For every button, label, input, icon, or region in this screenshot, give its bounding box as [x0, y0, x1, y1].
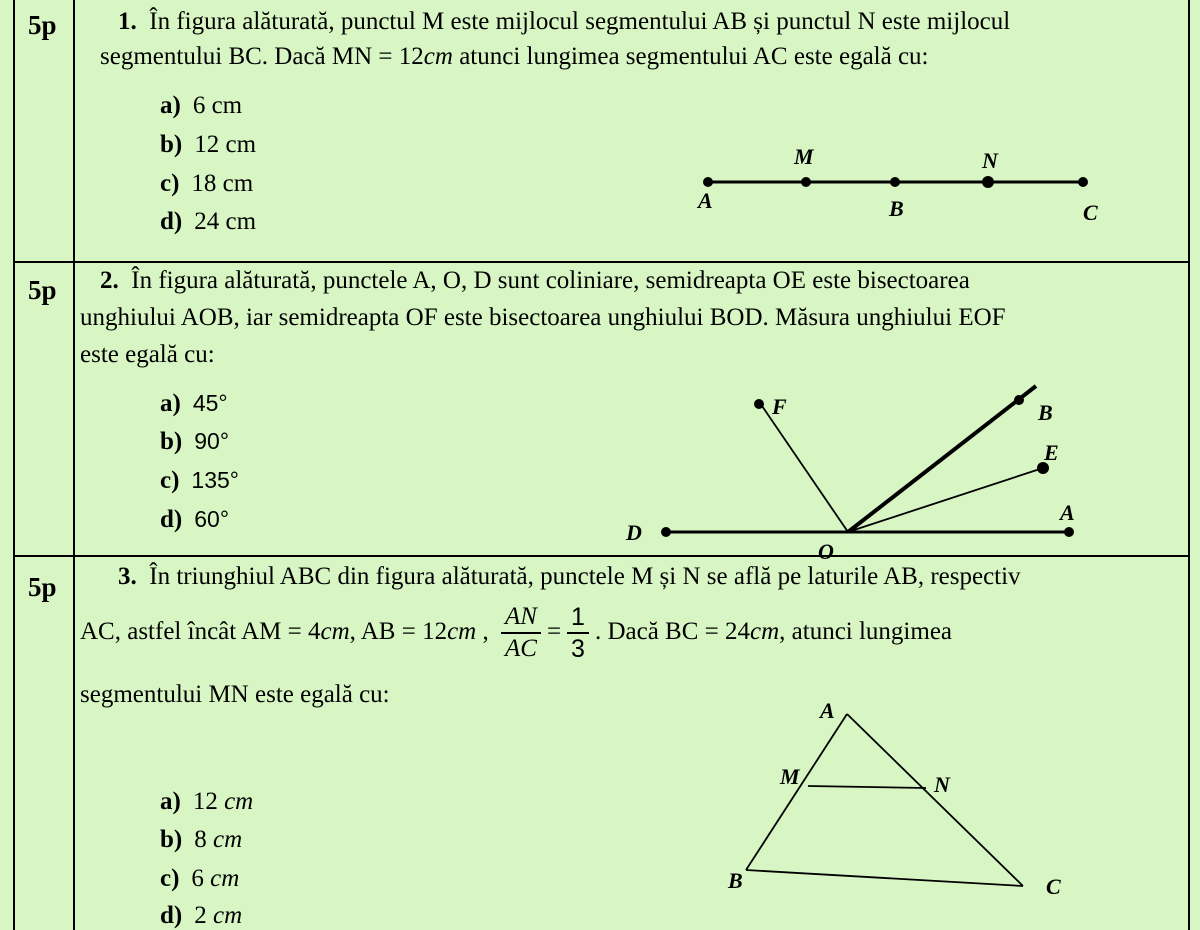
option-text: 6 cm [192, 92, 243, 119]
point-b [890, 177, 900, 187]
side-ac [847, 714, 1023, 886]
segment-mn [808, 786, 926, 788]
label-f: F [772, 394, 787, 419]
text-fragment: segmentului BC. Dacă MN = 12 [100, 43, 424, 70]
fraction-numerator: AN [501, 602, 541, 634]
option-text: 135° [191, 467, 239, 493]
unit-text: cm [750, 618, 780, 645]
label-a: A [1060, 500, 1075, 525]
label-n: N [982, 148, 998, 173]
question-number: 1. [118, 8, 137, 35]
ray-of [760, 403, 848, 532]
option-unit: cm [224, 788, 254, 815]
label-b: B [1038, 400, 1053, 425]
label-o: O [818, 539, 834, 560]
points-label: 5p [28, 10, 57, 40]
angle-figure [620, 380, 1090, 560]
side-ab [746, 714, 847, 870]
answer-option-b[interactable] [160, 826, 242, 854]
label-n: N [934, 772, 950, 797]
option-value: 8 [194, 826, 207, 853]
point-m [801, 177, 811, 187]
ray-oe [848, 468, 1043, 532]
point-n [982, 176, 994, 188]
answer-option-d[interactable] [160, 208, 256, 236]
unit-text: cm [320, 618, 350, 645]
question-text: În figura alăturată, punctul M este mijlocul segmentului AB și punctul N este mijlocul [149, 8, 1011, 35]
side-bc [746, 870, 1023, 886]
text-fragment: atunci lungimea segmentului AC este egală cu: [452, 43, 929, 70]
label-d: D [626, 520, 642, 545]
question-text-line: segmentului MN este egală cu: [80, 681, 390, 708]
question-text-line [100, 262, 970, 300]
fraction-denominator: AC [504, 635, 537, 663]
question-text-line: unghiului AOB, iar semidreapta OF este bisectoarea unghiului BOD. Măsura unghiului EOF [80, 304, 1006, 331]
question-text-line [80, 600, 952, 664]
text-fragment: , atunci lungimea [779, 618, 953, 645]
points-label: 5p [28, 572, 57, 602]
label-c: C [1046, 874, 1061, 899]
question-number: 3. [118, 563, 137, 590]
equals-sign: = [546, 618, 562, 645]
label-m: M [794, 144, 814, 169]
point-f [754, 399, 764, 409]
option-letter: a) [160, 788, 181, 815]
label-c: C [1083, 200, 1098, 225]
option-letter: b) [160, 826, 183, 853]
table-border-right [1188, 0, 1190, 930]
text-fragment: . Dacă BC = 24 [594, 618, 750, 645]
option-letter: b) [160, 428, 183, 455]
option-text: 18 cm [191, 170, 254, 197]
point-b [1014, 395, 1024, 405]
option-text: 12 cm [194, 131, 257, 158]
option-text: 24 cm [194, 208, 257, 235]
question-text-line [118, 558, 1021, 596]
answer-option-d[interactable] [160, 902, 242, 930]
point-c [1078, 177, 1088, 187]
answer-option-a[interactable] [160, 788, 253, 816]
segment-figure [690, 140, 1110, 240]
fraction-denominator: 3 [571, 635, 585, 664]
question-text: În triunghiul ABC din figura alăturată, punctele M și N se află pe laturile AB, respectiv [149, 563, 1021, 590]
option-letter: c) [160, 170, 180, 197]
point-a [1064, 527, 1074, 537]
option-letter: d) [160, 902, 183, 929]
option-text: 90° [194, 428, 230, 454]
option-letter: a) [160, 92, 181, 119]
option-unit: cm [212, 902, 243, 929]
text-fragment: , AB = 12 [349, 618, 448, 645]
label-e: E [1044, 440, 1059, 465]
answer-option-b[interactable] [160, 131, 256, 159]
fraction-an-ac [501, 602, 541, 664]
label-a: A [820, 698, 835, 723]
text-fragment: AC, astfel încât AM = 4 [80, 618, 321, 645]
option-letter: b) [160, 131, 183, 158]
table-border-left [13, 0, 15, 930]
point-d [661, 527, 671, 537]
option-text: 60° [194, 506, 230, 532]
question-text: În figura alăturată, punctele A, O, D sunt coliniare, semidreapta OE este bisectoarea [131, 267, 970, 294]
option-unit: cm [212, 826, 243, 853]
table-column-divider [73, 0, 75, 930]
label-a: A [698, 188, 713, 213]
fraction-numerator: 1 [567, 602, 589, 634]
label-b: B [728, 868, 743, 893]
unit-text: cm [447, 618, 477, 645]
answer-option-c[interactable] [160, 170, 253, 198]
option-letter: a) [160, 390, 181, 417]
option-letter: d) [160, 208, 183, 235]
triangle-figure [720, 690, 1080, 910]
answer-option-a[interactable] [160, 390, 228, 418]
answer-option-d[interactable] [160, 506, 229, 534]
question-text-line [118, 3, 1010, 41]
answer-option-a[interactable] [160, 92, 242, 120]
option-text: 45° [192, 390, 228, 416]
label-b: B [889, 196, 904, 221]
unit-text: cm [423, 43, 453, 70]
text-fragment: , [476, 618, 489, 645]
option-value: 12 [192, 788, 218, 815]
question-text-line: este egală cu: [80, 341, 215, 368]
points-label: 5p [28, 275, 57, 305]
question-text-line [100, 38, 929, 76]
option-letter: c) [160, 865, 180, 892]
fraction-one-third [567, 602, 589, 664]
answer-option-c[interactable] [160, 467, 239, 495]
option-letter: d) [160, 506, 183, 533]
point-a [703, 177, 713, 187]
option-value: 6 [191, 865, 204, 892]
label-m: M [780, 764, 800, 789]
question-number: 2. [100, 267, 119, 294]
option-unit: cm [210, 865, 240, 892]
answer-option-c[interactable] [160, 865, 239, 893]
answer-option-b[interactable] [160, 428, 229, 456]
option-value: 2 [194, 902, 207, 929]
option-letter: c) [160, 467, 180, 494]
ray-ob [848, 386, 1036, 532]
